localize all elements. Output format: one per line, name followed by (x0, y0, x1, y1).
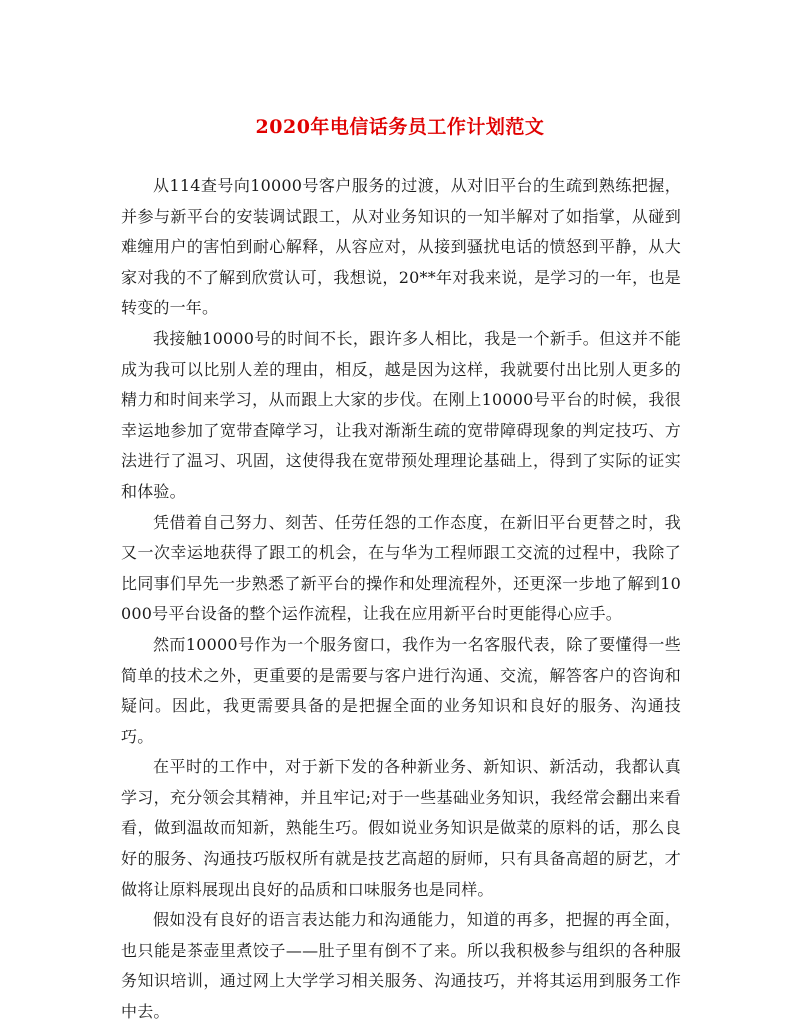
document-body (121, 171, 681, 1028)
paragraph-1: 从114查号向10000号客户服务的过渡，从对旧平台的生疏到熟练把握，并参与新平台的安装调试跟工，从对业务知识的一知半解对了如指掌，从碰到难缠用户的害怕到耐心解释，从容应对，从接到骚扰电话的愤怒到平静，从大家对我的不了解到欣赏认可，我想说，20**年对我来说，是学习的一年，也是转变的一年。 (121, 176, 681, 318)
paragraph-5: 在平时的工作中，对于新下发的各种新业务、新知识、新活动，我都认真学习，充分领会其精神，并且牢记;对于一些基础业务知识，我经常会翻出来看看，做到温故而知新，熟能生巧。假如说业务知识是做菜的原料的话，那么良好的服务、沟通技巧版权所有就是技艺高超的厨师，只有具备高超的厨艺，才做将让原料展现出良好的品质和口味服务也是同样。 (121, 757, 681, 899)
paragraph-3: 凭借着自己努力、刻苦、任劳任怨的工作态度，在新旧平台更替之时，我又一次幸运地获得了跟工的机会，在与华为工程师跟工交流的过程中，我除了比同事们早先一步熟悉了新平台的操作和处理流程外，还更深一步地了解到10000号平台设备的整个运作流程，让我在应用新平台时更能得心应手。 (121, 512, 681, 624)
document-title: 2020年电信话务员工作计划范文 (255, 116, 545, 138)
paragraph-2: 我接触10000号的时间不长，跟许多人相比，我是一个新手。但这并不能成为我可以比别人差的理由，相反，越是因为这样，我就要付出比别人更多的精力和时间来学习，从而跟上大家的步伐。在刚上10000号平台的时候，我很幸运地参加了宽带查障学习，让我对渐渐生疏的宽带障碍现象的判定技巧、方法进行了温习、巩固，这使得我在宽带预处理理论基础上，得到了实际的证实和体验。 (121, 328, 681, 501)
paragraph-6: 假如没有良好的语言表达能力和沟通能力，知道的再多，把握的再全面，也只能是茶壶里煮饺子——肚子里有倒不了来。所以我积极参与组织的各种服务知识培训，通过网上大学学习相关服务、沟通技巧，并将其运用到服务工作中去。 (121, 910, 681, 1022)
paragraph-4: 然而10000号作为一个服务窗口，我作为一名客服代表，除了要懂得一些简单的技术之外，更重要的是需要与客户进行沟通、交流，解答客户的咨询和疑问。因此，我更需要具备的是把握全面的业务知识和良好的服务、沟通技巧。 (121, 634, 681, 746)
